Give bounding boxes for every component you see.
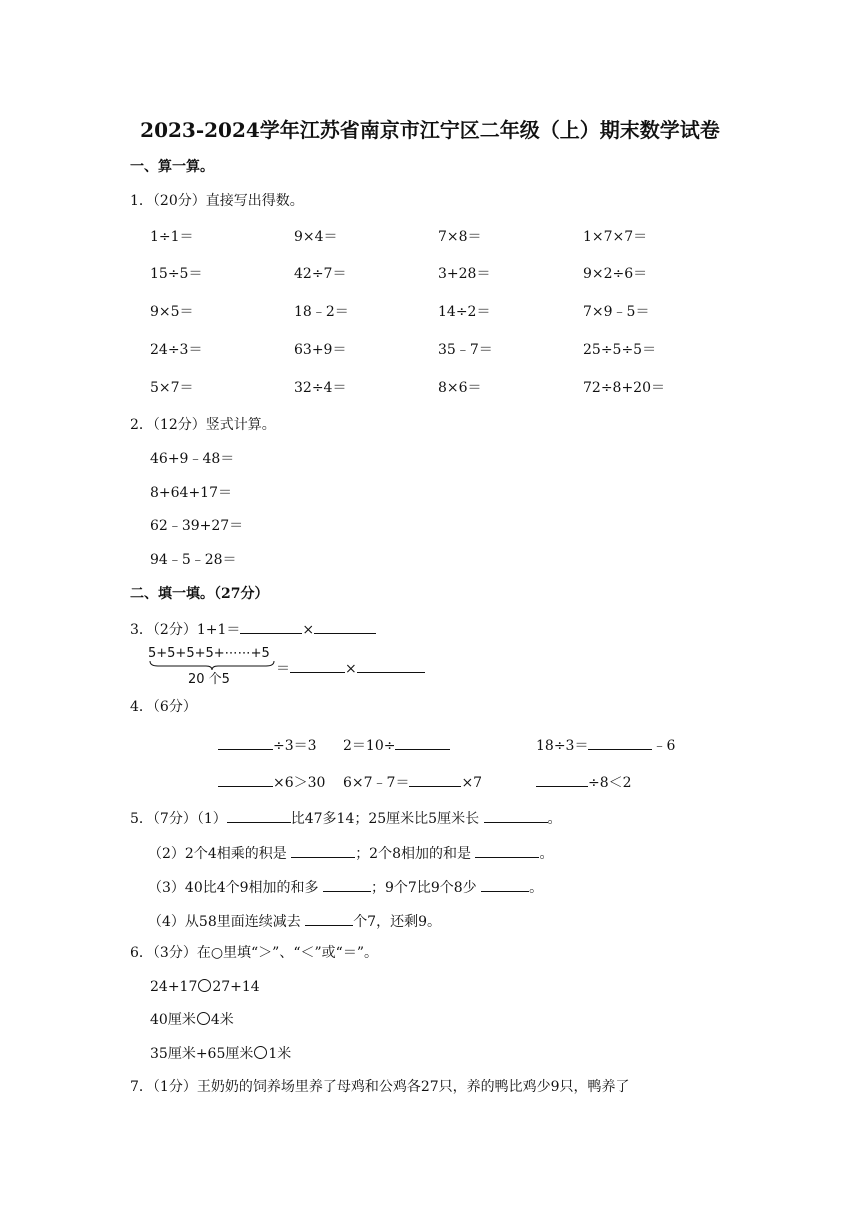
q4-expr: ÷3＝3 — [273, 738, 317, 754]
answer-blank[interactable] — [357, 658, 425, 673]
answer-circle-icon[interactable] — [197, 1012, 210, 1025]
q6-right: 4米 — [210, 1012, 234, 1028]
times-sign: × — [302, 622, 315, 638]
q4-item — [218, 735, 317, 755]
q3-stem: 3．（2分）1+1＝ — [130, 622, 241, 638]
q2-item: 62﹣39+27＝ — [150, 518, 244, 534]
q5-text: ；9个7比9个8少 — [371, 880, 477, 896]
q5-text: 。 — [529, 880, 544, 896]
q1-cell: 63+9＝ — [294, 342, 347, 358]
brace-count-label: 20 个5 — [188, 672, 230, 687]
q1-cell: 1÷1＝ — [150, 229, 194, 245]
q4-item — [343, 772, 482, 792]
answer-blank[interactable] — [218, 735, 273, 750]
q4-expr-tail: ﹣6 — [652, 738, 676, 754]
q1-cell: 32÷4＝ — [294, 380, 347, 396]
answer-blank[interactable] — [218, 772, 273, 787]
q5-stem: 5．（7分）（1） — [130, 811, 227, 827]
q5-text: （4）从58里面连续减去 — [148, 914, 301, 930]
page-title: 2023-2024学年江苏省南京市江宁区二年级（上）期末数学试卷 — [140, 118, 720, 142]
answer-blank[interactable] — [484, 808, 548, 823]
q3-brace-expression — [148, 646, 278, 686]
q6-item — [150, 1011, 234, 1029]
q1-cell: 8×6＝ — [438, 380, 482, 396]
q4-item — [218, 772, 325, 792]
answer-blank[interactable] — [305, 911, 353, 926]
q2-item: 8+64+17＝ — [150, 485, 232, 501]
q5-text: （3）40比4个9相加的和多 — [148, 880, 319, 896]
q1-cell: 42÷7＝ — [294, 266, 347, 282]
q5-text: （2）2个4相乘的积是 — [148, 846, 287, 862]
q1-cell: 3+28＝ — [438, 266, 491, 282]
q1-cell: 18﹣2＝ — [294, 304, 349, 320]
q1-cell: 7×8＝ — [438, 229, 482, 245]
q2-item: 46+9﹣48＝ — [150, 451, 235, 467]
q1-cell: 7×9﹣5＝ — [583, 304, 650, 320]
q4-item — [343, 735, 450, 755]
q1-cell: 9×2÷6＝ — [583, 266, 648, 282]
q5-line-3 — [148, 877, 543, 897]
answer-blank[interactable] — [409, 772, 461, 787]
q5-text: 。 — [547, 811, 562, 827]
times-sign: × — [345, 661, 357, 677]
q4-stem: 4．（6分） — [130, 699, 197, 715]
answer-blank[interactable] — [395, 735, 450, 750]
q2-stem: 2．（12分）竖式计算。 — [130, 417, 276, 433]
q6-right: 1米 — [268, 1046, 292, 1062]
answer-blank[interactable] — [291, 843, 355, 858]
answer-circle-icon[interactable] — [254, 1046, 267, 1059]
q1-cell: 5×7＝ — [150, 380, 194, 396]
q1-cell: 14÷2＝ — [438, 304, 491, 320]
q4-expr-tail: ×7 — [461, 775, 483, 791]
answer-blank[interactable] — [227, 808, 291, 823]
equals-sign: ＝ — [276, 661, 290, 677]
q5-line-1 — [130, 808, 562, 828]
q6-stem: 6．（3分）在○里填“＞”、“＜”或“＝”。 — [130, 945, 378, 961]
q1-cell: 24÷3＝ — [150, 342, 203, 358]
q1-stem: 1．（20分）直接写出得数。 — [130, 193, 304, 209]
q6-item — [150, 1045, 291, 1063]
answer-blank[interactable] — [536, 772, 588, 787]
answer-blank[interactable] — [481, 877, 529, 892]
q4-item — [536, 735, 675, 755]
q5-line-4 — [148, 911, 441, 931]
q4-item — [536, 772, 632, 792]
q1-cell: 15÷5＝ — [150, 266, 203, 282]
q1-cell: 9×5＝ — [150, 304, 194, 320]
q4-expr: 6×7﹣7＝ — [343, 775, 410, 791]
q1-cell: 25÷5÷5＝ — [583, 342, 657, 358]
section-1-heading: 一、算一算。 — [130, 159, 214, 175]
q1-cell: 9×4＝ — [294, 229, 338, 245]
answer-blank[interactable] — [323, 877, 371, 892]
answer-blank[interactable] — [588, 735, 652, 750]
answer-blank[interactable] — [240, 619, 302, 634]
q1-cell: 35﹣7＝ — [438, 342, 493, 358]
q4-expr: 18÷3＝ — [536, 738, 589, 754]
q5-text: ；2个8相加的和是 — [355, 846, 472, 862]
answer-circle-icon[interactable] — [198, 979, 211, 992]
q6-left: 35厘米+65厘米 — [150, 1046, 254, 1062]
answer-blank[interactable] — [290, 658, 345, 673]
q7-stem: 7．（1分）王奶奶的饲养场里养了母鸡和公鸡各27只，养的鸭比鸡少9只，鸭养了 — [130, 1079, 630, 1095]
q5-text: 比47多14；25厘米比5厘米长 — [290, 811, 480, 827]
q4-expr: ÷8＜2 — [588, 775, 632, 791]
q6-left: 40厘米 — [150, 1012, 196, 1028]
q4-expr: 2＝10÷ — [343, 738, 396, 754]
q3-line-2 — [276, 658, 425, 678]
q5-text: 个7，还剩9。 — [353, 914, 442, 930]
q6-right: 27+14 — [212, 979, 260, 995]
section-2-heading: 二、填一填。（27分） — [130, 586, 269, 602]
q6-left: 24+17 — [150, 979, 198, 995]
brace-sum-text: 5+5+5+5+⋯⋯+5 — [148, 646, 270, 661]
q3-line-1 — [130, 619, 376, 639]
q5-text: 。 — [539, 846, 554, 862]
q4-expr: ×6＞30 — [273, 775, 326, 791]
q5-line-2 — [148, 843, 553, 863]
answer-blank[interactable] — [314, 619, 376, 634]
q6-item — [150, 978, 260, 996]
q2-item: 94﹣5﹣28＝ — [150, 552, 237, 568]
q1-cell: 72÷8+20＝ — [583, 380, 665, 396]
answer-blank[interactable] — [475, 843, 539, 858]
q1-cell: 1×7×7＝ — [583, 229, 648, 245]
